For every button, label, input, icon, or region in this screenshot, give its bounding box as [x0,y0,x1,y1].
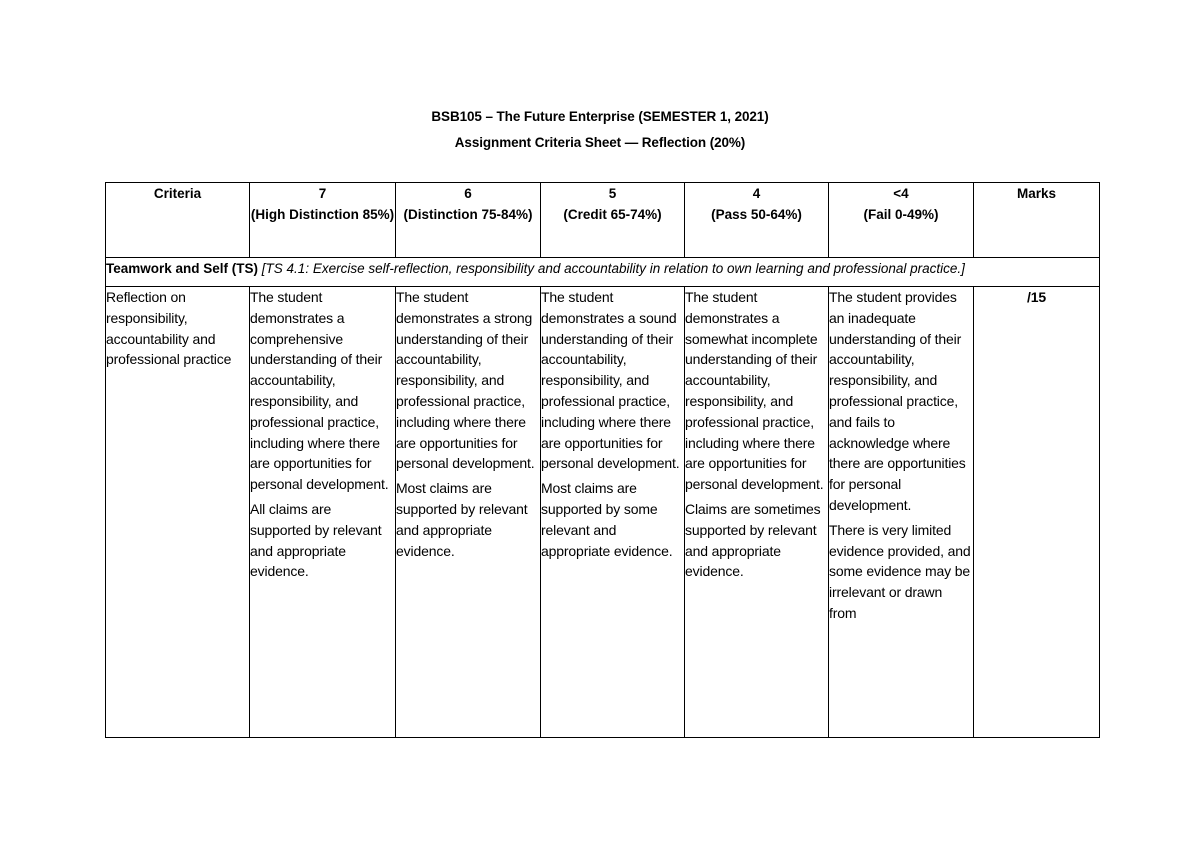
document-title: BSB105 – The Future Enterprise (SEMESTER 1, 2021) [431,109,769,124]
section-detail: [TS 4.1: Exercise self-reflection, responsibility and accountability in relation to own learning and professional practice.] [261,261,965,276]
header-grade-label: (Distinction 75-84%) [403,207,533,222]
header-grade-label: (Fail 0-49%) [863,207,939,222]
header-criteria: Criteria [106,183,250,258]
criterion-row [106,287,1100,738]
header-grade-4 [685,183,829,258]
descriptor-understanding: The student demonstrates a somewhat incomplete understanding of their accountability, responsibility, and professional practice, including where there are opportunities for personal development. [685,289,824,493]
header-grade-label: (Pass 50-64%) [711,207,802,222]
descriptor-understanding: The student demonstrates a strong understanding of their accountability, responsibility, and professional practice, including where there are opportunities for personal development. [396,289,535,472]
header-grade-value: 7 [318,186,327,201]
descriptor-grade-5 [541,287,685,738]
criterion-cell [106,287,250,738]
descriptor-grade-6 [396,287,541,738]
header-row [106,183,1100,258]
section-heading [106,258,1100,287]
marks-cell: /15 [974,287,1100,738]
document-subtitle: Assignment Criteria Sheet — Reflection (20%) [454,135,746,150]
header-grade-7 [250,183,396,258]
descriptor-evidence: Most claims are supported by some relevant and appropriate evidence. [541,480,673,559]
descriptor-understanding: The student demonstrates a comprehensive understanding of their accountability, responsibility, and professional practice, including where there are opportunities for personal development. [250,289,389,493]
descriptor-understanding: The student demonstrates a sound understanding of their accountability, responsibility, and professional practice, including where there are opportunities for personal development. [541,289,680,472]
descriptor-evidence: Most claims are supported by relevant and appropriate evidence. [396,480,528,559]
header-grade-label: (Credit 65-74%) [563,207,662,222]
header-grade-6 [396,183,541,258]
descriptor-evidence: There is very limited evidence provided, and some evidence may be irrelevant or drawn from [829,521,971,621]
header-grade-value: 6 [464,186,472,201]
header-grade-label: (High Distinction 85%) [250,207,395,222]
descriptor-grade-4 [685,287,829,738]
descriptor-understanding: The student provides an inadequate understanding of their accountability, responsibility, and professional practice, and fails to acknowledge where there are opportunities for personal development. [829,289,966,513]
header-grade-value: <4 [893,186,909,201]
header-marks: Marks [974,183,1100,258]
header-grade-value: 5 [608,186,617,201]
descriptor-evidence: All claims are supported by relevant and appropriate evidence. [250,500,382,580]
descriptor-grade-fail [829,287,974,738]
descriptor-grade-7 [250,287,396,738]
header-grade-fail [829,183,974,258]
descriptor-evidence: Claims are sometimes supported by relevant and appropriate evidence. [685,500,821,580]
criteria-table [105,182,1100,738]
header-grade-value: 4 [752,186,761,201]
section-name: Teamwork and Self (TS) [106,261,259,276]
header-grade-5 [541,183,685,258]
section-row [106,258,1100,287]
criterion-text: Reflection on responsibility, accountability and professional practice [106,289,232,368]
